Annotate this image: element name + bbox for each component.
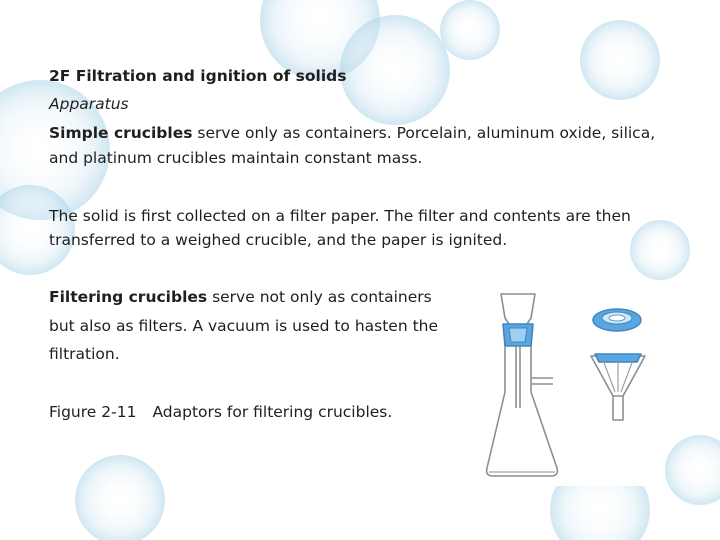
para3-line1: [49, 287, 432, 307]
para1-line1-rest: serve only as containers. Porcelain, aluminum oxide, silica,: [192, 124, 656, 142]
figure-caption-text: Adaptors for filtering crucibles.: [152, 403, 393, 421]
para1-line1: [49, 123, 655, 143]
slide-heading: 2F Filtration and ignition of solids: [49, 67, 347, 85]
ring-adaptor: [593, 309, 641, 331]
para3-term: Filtering crucibles: [49, 288, 208, 306]
slide-subheading: Apparatus: [49, 95, 129, 113]
para2-line2: transferred to a weighed crucible, and the paper is ignited.: [49, 231, 508, 249]
para1-line2: and platinum crucibles maintain constant mass.: [49, 149, 423, 167]
para3-line2: but also as filters. A vacuum is used to hasten the: [49, 317, 439, 335]
figure-caption: [49, 402, 392, 422]
para1-term: Simple crucibles: [49, 124, 193, 142]
para2-line1: The solid is first collected on a filter paper. The filter and contents are then: [49, 207, 631, 225]
funnel-adaptor: [591, 354, 645, 420]
crucible-adaptor-figure: [479, 288, 659, 486]
crucible-adaptor-illustration: [479, 288, 659, 486]
figure-label: Figure 2-11: [49, 403, 137, 421]
para3-line1-rest: serve not only as containers: [207, 288, 432, 306]
para3-line3: filtration.: [49, 345, 120, 363]
